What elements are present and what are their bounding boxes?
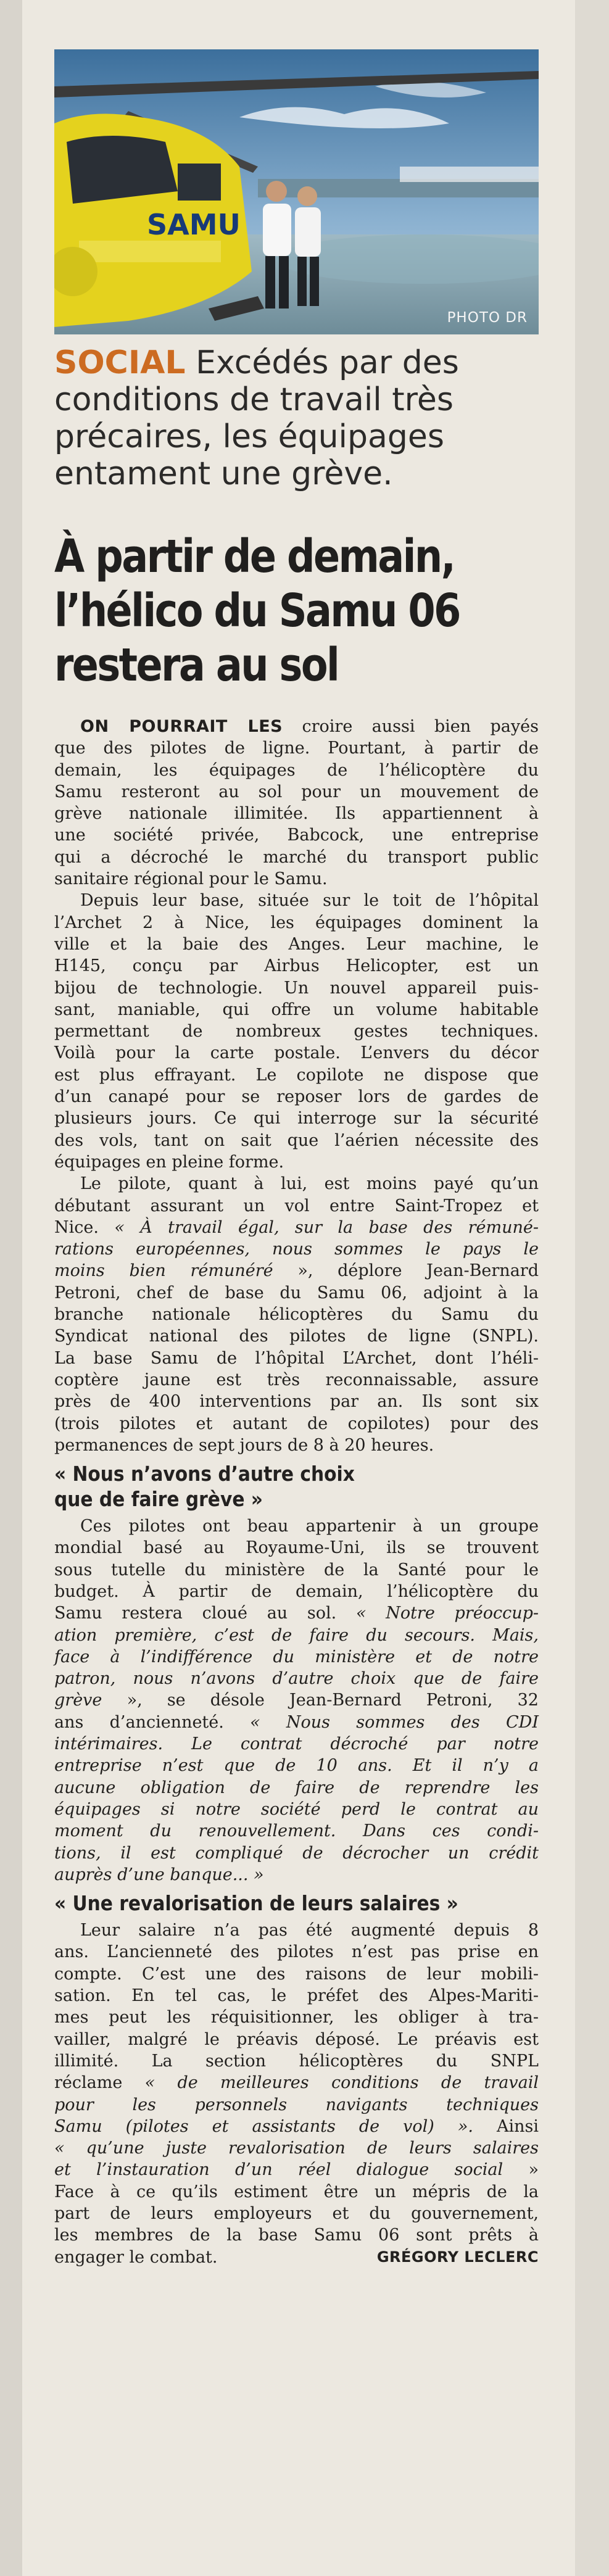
body-line: équipages si notre société perd le contrat au bbox=[54, 1799, 539, 1819]
helicopter-illustration bbox=[54, 49, 539, 334]
body-line: tions, il est compliqué de décrocher un crédit bbox=[54, 1843, 539, 1863]
body-line: ans d’ancienneté. « Nous sommes des CDI bbox=[54, 1712, 539, 1732]
body-line: Ces pilotes ont beau appartenir à un groupe bbox=[80, 1517, 539, 1536]
body-line: moins bien rémunéré », déplore Jean-Bernard bbox=[54, 1261, 539, 1281]
body-line: Voilà pour la carte postale. L’envers du décor bbox=[54, 1043, 539, 1063]
body-line: La base Samu de l’hôpital L’Archet, dont l’héli- bbox=[54, 1348, 539, 1368]
body-line: Syndicat national des pilotes de ligne (SNPL). bbox=[54, 1327, 539, 1346]
body-line: l’Archet 2 à Nice, les équipages dominent la bbox=[54, 913, 539, 932]
body-line: grève nationale illimitée. Ils appartiennent à bbox=[54, 804, 539, 824]
body-line: coptère jaune est très reconnaissable, assure bbox=[54, 1370, 539, 1389]
body-line: permanences de sept jours de 8 à 20 heures. bbox=[54, 1435, 434, 1455]
body-line: Le pilote, quant à lui, est moins payé qu’un bbox=[80, 1174, 539, 1194]
body-line: Samu (pilotes et assistants de vol) ». Ainsi bbox=[54, 2116, 539, 2136]
photo-credit: PHOTO DR bbox=[447, 310, 528, 326]
samu-label: SAMU bbox=[147, 208, 241, 241]
body-line: sant, maniable, qui offre un volume habitable bbox=[54, 1000, 539, 1019]
body-line: Leur salaire n’a pas été augmenté depuis 8 bbox=[80, 1921, 539, 1940]
kicker-line-1: SOCIAL Excédés par des bbox=[54, 344, 459, 381]
adjacent-column-edge bbox=[0, 0, 22, 2576]
kicker-line-3: précaires, les équipages bbox=[54, 418, 444, 455]
body-line: sanitaire régional pour le Samu. bbox=[54, 869, 328, 889]
adjacent-column-edge-right bbox=[575, 0, 609, 2576]
body-line: des vols, tant on sait que l’aérien nécessite des bbox=[54, 1130, 539, 1150]
body-line: près de 400 interventions par an. Ils sont six bbox=[54, 1392, 539, 1412]
lead-in: ON POURRAIT LES bbox=[80, 717, 283, 736]
body-line: mondial basé au Royaume-Uni, ils se trouvent bbox=[54, 1538, 539, 1558]
body-line: H145, conçu par Airbus Helicopter, est un bbox=[54, 956, 539, 976]
body-line: Samu restera cloué au sol. « Notre préoccup- bbox=[54, 1604, 539, 1623]
body-line: budget. À partir de demain, l’hélicoptère du bbox=[54, 1581, 539, 1601]
section-tag: SOCIAL bbox=[54, 344, 186, 381]
body-line: illimité. La section hélicoptères du SNPL bbox=[54, 2051, 539, 2071]
body-line: « qu’une juste revalorisation de leurs salaires bbox=[54, 2139, 539, 2158]
body-line: équipages en pleine forme. bbox=[54, 1152, 284, 1172]
article-body bbox=[54, 716, 539, 2268]
body-line: d’un canapé pour se reposer lors de gardes de bbox=[54, 1087, 539, 1107]
body-line: auprès d’une banque... » bbox=[54, 1865, 264, 1884]
body-line: compte. C’est une des raisons de leur mobili- bbox=[54, 1964, 539, 1984]
body-line: bijou de technologie. Un nouvel appareil puis- bbox=[54, 978, 539, 998]
body-line: pour les personnels navigants techniques bbox=[54, 2095, 539, 2114]
body-line: les membres de la base Samu 06 sont prêts à bbox=[54, 2226, 539, 2245]
body-line: part de leurs employeurs et du gouvernement, bbox=[54, 2204, 539, 2223]
body-line: que des pilotes de ligne. Pourtant, à partir de bbox=[54, 739, 539, 758]
headline: À partir de demain, l’hélico du Samu 06 restera au sol bbox=[54, 530, 460, 692]
body-line: branche nationale hélicoptères du Samu du bbox=[54, 1305, 539, 1325]
body-line: ans. L’ancienneté des pilotes n’est pas prise en bbox=[54, 1942, 539, 1962]
body-line: Petroni, chef de base du Samu 06, adjoint à la bbox=[54, 1283, 539, 1302]
kicker-line-2: conditions de travail très bbox=[54, 381, 454, 418]
body-line: rations européennes, nous sommes le pays le bbox=[54, 1240, 539, 1259]
body-line: grève », se désole Jean-Bernard Petroni, 32 bbox=[54, 1691, 539, 1710]
body-line: réclame « de meilleures conditions de travail bbox=[54, 2073, 539, 2093]
body-line: moment du renouvellement. Dans ces condi- bbox=[54, 1821, 539, 1841]
body-line: mes peut les réquisitionner, les obliger à tra- bbox=[54, 2008, 539, 2027]
body-line: qui a décroché le marché du transport public bbox=[54, 847, 539, 867]
subheading-grève: « Nous n’avons d’autre choix que de faire grève » bbox=[54, 1462, 355, 1512]
body-line: Samu resteront au sol pour un mouvement de bbox=[54, 782, 539, 801]
article bbox=[54, 0, 539, 2576]
body-line: Depuis leur base, située sur le toit de l’hôpital bbox=[80, 891, 539, 911]
body-line: vailler, malgré le préavis déposé. Le préavis est bbox=[54, 2029, 539, 2049]
body-line: une société privée, Babcock, une entreprise bbox=[54, 826, 539, 845]
helicopter-photo bbox=[54, 49, 539, 334]
body-line: et l’instauration d’un réel dialogue social » bbox=[54, 2160, 539, 2180]
body-line: ville et la baie des Anges. Leur machine, le bbox=[54, 934, 539, 954]
kicker-line-4: entament une grève. bbox=[54, 455, 393, 492]
body-line: ON POURRAIT LES croire aussi bien payés bbox=[80, 717, 539, 736]
subheading-salaires: « Une revalorisation de leurs salaires » bbox=[54, 1891, 458, 1916]
body-line: Nice. « À travail égal, sur la base des rémuné- bbox=[54, 1217, 539, 1237]
body-line: aucune obligation de faire de reprendre les bbox=[54, 1778, 539, 1797]
body-line: sation. En tel cas, le préfet des Alpes-Mariti- bbox=[54, 1986, 539, 2006]
body-line: est plus effrayant. Le copilote ne dispose que bbox=[54, 1065, 539, 1085]
body-line: demain, les équipages de l’hélicoptère du bbox=[54, 760, 539, 780]
kicker bbox=[54, 344, 539, 492]
body-line: plusieurs jours. Ce qui interroge sur la sécurité bbox=[54, 1109, 539, 1129]
body-line: intérimaires. Le contrat décroché par notre bbox=[54, 1734, 539, 1754]
body-line: entreprise n’est que de 10 ans. Et il n’y a bbox=[54, 1756, 539, 1776]
body-line: Face à ce qu’ils estiment être un mépris de la bbox=[54, 2182, 539, 2201]
body-line: sous tutelle du ministère de la Santé pour le bbox=[54, 1560, 539, 1580]
byline: GRÉGORY LECLERC bbox=[376, 2248, 539, 2266]
body-line: (trois pilotes et autant de copilotes) pour des bbox=[54, 1414, 539, 1433]
body-line: face à l’indifférence du ministère et de notre bbox=[54, 1647, 539, 1667]
body-line: ation première, c’est de faire du secours. Mais, bbox=[54, 1625, 539, 1645]
body-line: engager le combat. GRÉGORY LECLERC bbox=[54, 2247, 539, 2268]
body-line: débutant assurant un vol entre Saint-Tropez et bbox=[54, 1196, 539, 1216]
body-line: permettant de nombreux gestes techniques. bbox=[54, 1022, 539, 1042]
body-line: patron, nous n’avons d’autre choix que de faire bbox=[54, 1669, 539, 1689]
